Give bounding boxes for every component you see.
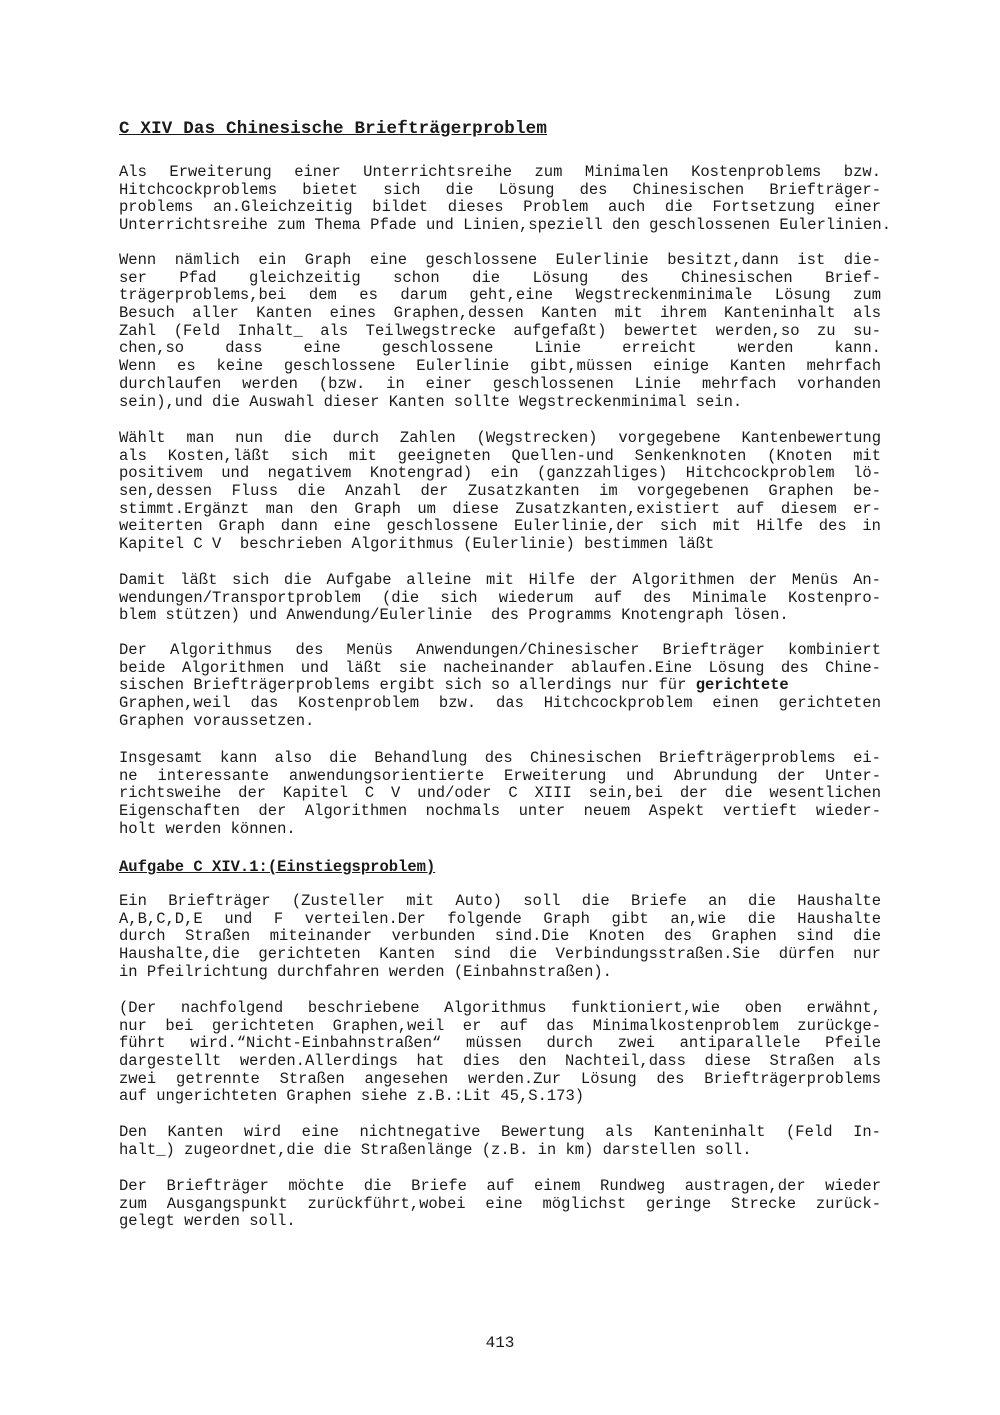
text-line: Wenn es keine geschlossene Eulerlinie gibt,müssen einige Kanten mehrfach — [119, 357, 881, 376]
text-line: problems an.Gleichzeitig bildet dieses Problem auch die Fortsetzung einer — [119, 198, 881, 217]
text-line: in Pfeilrichtung durchfahren werden (Einbahnstraßen). — [119, 962, 612, 981]
paragraph-algorithmus — [119, 642, 881, 730]
text-line: blem stützen) und Anwendung/Eulerlinie des Programms Knotengraph lösen. — [119, 606, 789, 625]
text-line: sein),und die Auswahl dieser Kanten sollte Wegstreckenminimal sein. — [119, 392, 743, 411]
text-line: Kapitel C V beschrieben Algorithmus (Eulerlinie) bestimmen läßt — [119, 535, 715, 554]
text-line: Den Kanten wird eine nichtnegative Bewertung als Kanteninhalt (Feld In- — [119, 1123, 881, 1141]
paragraph-task-weights — [119, 1124, 881, 1159]
text-line-part: sischen Briefträgerproblems ergibt sich so allerdings nur für — [119, 676, 696, 695]
text-line: Der Algorithmus des Menüs Anwendungen/Chinesischer Briefträger kombiniert — [119, 641, 881, 659]
text-line: stimmt.Ergänzt man den Graph um diese Zusatzkanten,existiert auf diesem er- — [119, 499, 881, 518]
text-line: zwei getrennte Straßen angesehen werden.Zur Lösung des Briefträgerproblems — [119, 1069, 881, 1088]
text-line: Der Briefträger möchte die Briefe auf einem Rundweg austragen,der wieder — [119, 1177, 881, 1195]
text-line: Wenn nämlich ein Graph eine geschlossene Eulerlinie besitzt,dann ist die- — [119, 251, 881, 269]
page-title: C XIV Das Chinesische Briefträgerproblem — [119, 119, 548, 139]
text-line: ser Pfad gleichzeitig schon die Lösung des Chinesischen Brief- — [119, 268, 881, 287]
text-line: auf ungerichteten Graphen siehe z.B.:Lit 45,S.173) — [119, 1087, 585, 1106]
text-line: nur bei gerichteten Graphen,weil er auf das Minimalkostenproblem zurückge- — [119, 1016, 881, 1035]
text-line: A,B,C,D,E und F verteilen.Der folgende Graph gibt an,wie die Haushalte — [119, 909, 881, 928]
paragraph-intro — [119, 163, 892, 235]
text-line: Ein Briefträger (Zusteller mit Auto) soll die Briefe an die Haushalte — [119, 892, 881, 910]
text-line: Eigenschaften der Algorithmen nochmals unter neuem Aspekt vertieft wieder- — [119, 802, 881, 821]
text-line: durchlaufen werden (bzw. in einer geschlossenen Linie mehrfach vorhanden — [119, 374, 881, 393]
text-line: holt werden können. — [119, 819, 296, 838]
page-number: 413 — [485, 1334, 515, 1352]
text-line: dargestellt werden.Allerdings hat dies den Nachteil,dass diese Straßen als — [119, 1052, 881, 1071]
paragraph-menues — [119, 572, 881, 625]
text-line: als Kosten,läßt sich mit geeigneten Quellen-und Senkenknoten (Knoten mit — [119, 446, 881, 465]
text-line: Graphen voraussetzen. — [119, 711, 315, 730]
paragraph-task-description — [119, 893, 881, 981]
paragraph-hitchcock — [119, 430, 881, 554]
text-line: richtsweihe der Kapitel C V und/oder C XIII sein,bei der die wesentlichen — [119, 784, 881, 803]
text-line: Zahl (Feld Inhalt_ als Teilwegstrecke aufgefaßt) bewertet werden,so zu su- — [119, 321, 881, 340]
text-line: Damit läßt sich die Aufgabe alleine mit Hilfe der Algorithmen der Menüs An- — [119, 571, 881, 589]
text-line: chen,so dass eine geschlossene Linie erreicht werden kann. — [119, 339, 881, 358]
text-line: Wählt man nun die durch Zahlen (Wegstrecken) vorgegebene Kantenbewertung — [119, 429, 881, 447]
text-line: positivem und negativem Knotengrad) ein (ganzzahliges) Hitchcockproblem lö- — [119, 464, 881, 483]
text-line: führt wird.“Nicht-Einbahnstraßen“ müssen durch zwei antiparallele Pfeile — [119, 1034, 881, 1053]
emphasis-gerichtete: gerichtete — [695, 676, 789, 695]
text-line: Besuch aller Kanten eines Graphen,dessen Kanten mit ihrem Kanteninhalt als — [119, 304, 881, 323]
text-line: wendungen/Transportproblem (die sich wiederum auf des Minimale Kostenpro- — [119, 588, 881, 607]
paragraph-task-note — [119, 1000, 881, 1106]
text-line: Als Erweiterung einer Unterrichtsreihe zum Minimalen Kostenproblems bzw. — [119, 163, 881, 181]
text-line: durch Straßen miteinander verbunden sind.Die Knoten des Graphen sind die — [119, 927, 881, 946]
text-line: halt_) zugeordnet,die die Straßenlänge (z.B. in km) darstellen soll. — [119, 1140, 752, 1159]
text-line: Unterrichtsreihe zum Thema Pfade und Linien,speziell den geschlossenen Eulerlinien. — [119, 216, 892, 235]
paragraph-eulerlinie — [119, 252, 881, 411]
text-line: Hitchcockproblems bietet sich die Lösung des Chinesischen Briefträger- — [119, 180, 881, 199]
text-line: Haushalte,die gerichteten Kanten sind die Verbindungsstraßen.Sie dürfen nur — [119, 945, 881, 964]
task-heading: Aufgabe C XIV.1:(Einstiegsproblem) — [119, 858, 436, 876]
text-line — [119, 677, 881, 695]
paragraph-insgesamt — [119, 750, 881, 838]
paragraph-task-goal — [119, 1178, 881, 1231]
text-line: zum Ausgangspunkt zurückführt,wobei eine möglichst geringe Strecke zurück- — [119, 1194, 881, 1213]
text-line: Insgesamt kann also die Behandlung des Chinesischen Briefträgerproblems ei- — [119, 749, 881, 767]
text-line: weiterten Graph dann eine geschlossene Eulerlinie,der sich mit Hilfe des in — [119, 517, 881, 536]
text-line: sen,dessen Fluss die Anzahl der Zusatzkanten im vorgegebenen Graphen be- — [119, 482, 881, 501]
text-line: gelegt werden soll. — [119, 1212, 296, 1231]
text-line: (Der nachfolgend beschriebene Algorithmus funktioniert,wie oben erwähnt, — [119, 999, 881, 1017]
text-line: trägerproblems,bei dem es darum geht,eine Wegstreckenminimale Lösung zum — [119, 286, 881, 305]
text-line: ne interessante anwendungsorientierte Erweiterung und Abrundung der Unter- — [119, 766, 881, 785]
text-line: beide Algorithmen und läßt sie nacheinander ablaufen.Eine Lösung des Chine- — [119, 658, 881, 677]
text-line: Graphen,weil das Kostenproblem bzw. das Hitchcockproblem einen gerichteten — [119, 694, 881, 713]
